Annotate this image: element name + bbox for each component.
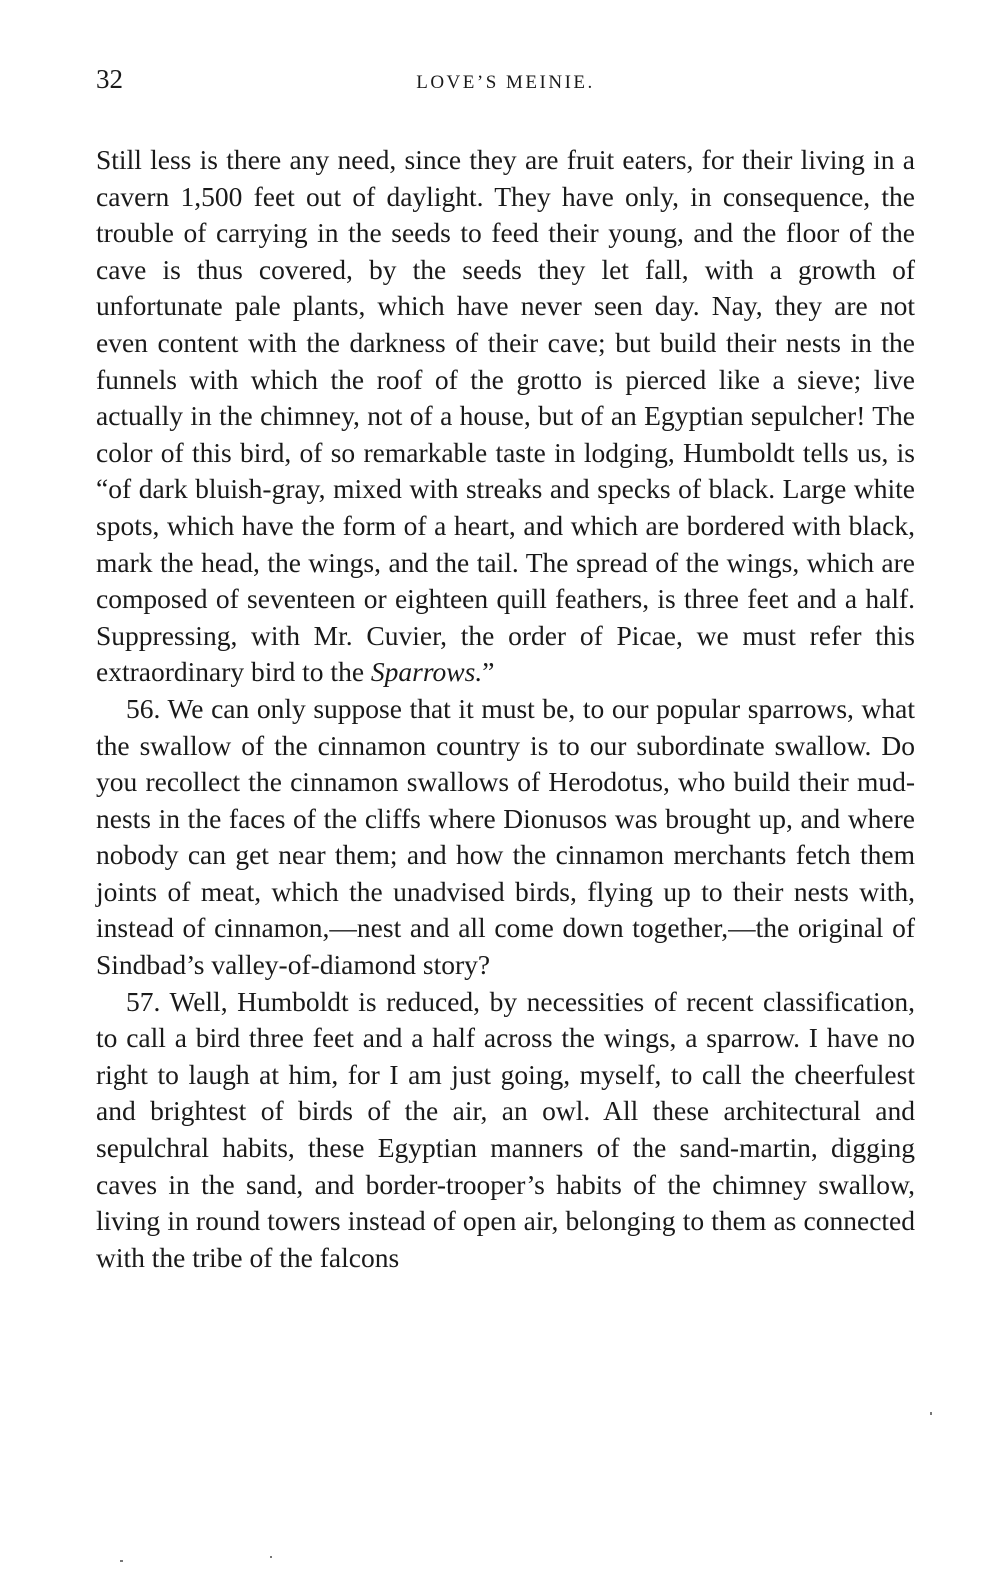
- paragraph-continued: [96, 142, 915, 691]
- scan-speck: [930, 1412, 932, 1415]
- paragraph-number: 56.: [126, 692, 161, 724]
- scan-speck: [120, 1560, 123, 1562]
- scan-speck: [270, 1556, 272, 1558]
- closing-quote: ”: [482, 656, 495, 688]
- page-header: [96, 64, 915, 104]
- italic-term: Sparrows.: [370, 656, 483, 688]
- paragraph-56: [96, 691, 915, 984]
- page-number: 32: [96, 64, 123, 94]
- paragraph-text: Still less is there any need, since they are fruit eaters, for their living in a cavern 1,500 feet out of daylight. They have only, in consequence, the trouble of carrying in the seeds to feed their young, and the floor of the cave is thus covered, by the seeds they let fall, with a growth of unfortunate pale plants, which have never seen day. Nay, they are not even content with the darkness of their cave; but build their nests in the funnels with which the roof of the grotto is pierced like a sieve; live actually in the chimney, not of a house, but of an Egyptian sepulcher! The color of this bird, of so remarkable taste in lodging, Humboldt tells us, is “of dark bluish-gray, mixed with streaks and specks of black. Large white spots, which have the form of a heart, and which are bordered with black, mark the head, the wings, and the tail. The spread of the wings, which are composed of seventeen or eighteen quill feathers, is three feet and a half. Suppressing, with Mr. Cuvier, the order of Picae, we must refer this extraordinary bird to the: [96, 144, 915, 688]
- paragraph-text: Well, Humboldt is reduced, by necessities of recent classification, to call a bird three feet and a half across the wings, a sparrow. I have no right to laugh at him, for I am just going, myself, to call the cheerfulest and brightest of birds of the air, an owl. All these architectural and sepulchral habits, these Egyptian manners of the sand-martin, digging caves in the sand, and border-trooper’s habits of the chimney swallow, living in round towers instead of open air, belonging to them as connected with the tribe of the falcons: [96, 985, 915, 1273]
- paragraph-text: We can only suppose that it must be, to our popular sparrows, what the swallow of the cinnamon country is to our subordinate swallow. Do you recollect the cinnamon swallows of Herodotus, who build their mud-nests in the faces of the cliffs where Dionusos was brought up, and where nobody can get near them; and how the cinnamon merchants fetch them joints of meat, which the unadvised birds, flying up to their nests with, instead of cinnamon,—nest and all come down together,—the original of Sindbad’s valley-of-diamond story?: [96, 692, 915, 981]
- paragraph-number: 57.: [126, 985, 161, 1017]
- body-text: [96, 142, 915, 1276]
- paragraph-57: [96, 984, 915, 1277]
- running-title: LOVE’S MEINIE.: [416, 72, 595, 93]
